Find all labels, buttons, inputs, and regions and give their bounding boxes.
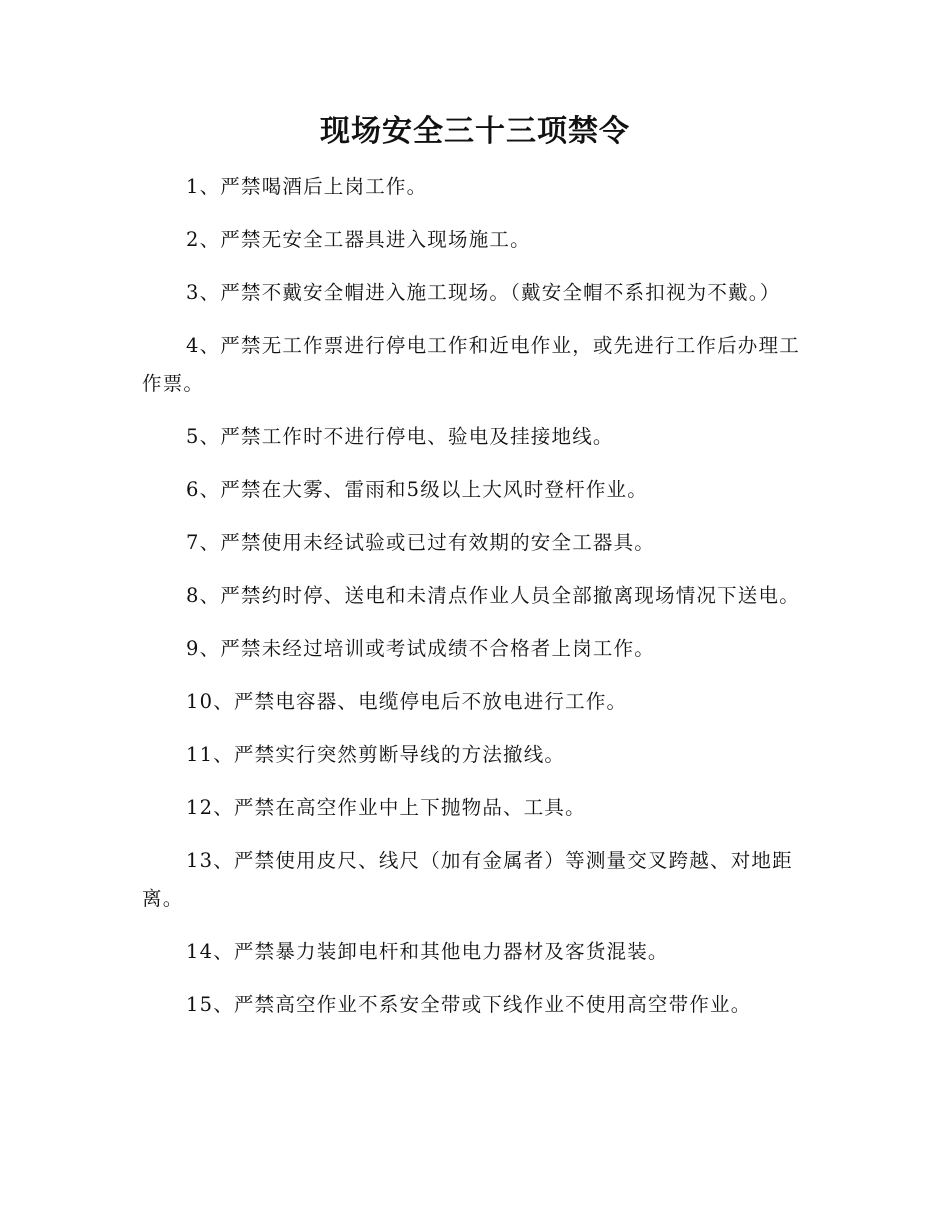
rule-item-12: 12、严禁在高空作业中上下抛物品、工具。	[186, 796, 586, 819]
rules-list	[142, 168, 806, 1039]
rule-item-11: 11、严禁实行突然剪断导线的方法撤线。	[186, 743, 566, 766]
rule-item-1: 1、严禁喝酒后上岗工作。	[186, 175, 428, 198]
rule-item-9: 9、严禁未经过培训或考试成绩不合格者上岗工作。	[186, 637, 656, 660]
rule-item-8: 8、严禁约时停、送电和未清点作业人员全部撤离现场情况下送电。	[186, 584, 800, 607]
rule-item-14: 14、严禁暴力装卸电杆和其他电力器材及客货混装。	[186, 940, 669, 963]
rule-item-6: 6、严禁在大雾、雷雨和5级以上大风时登杆作业。	[186, 478, 648, 501]
rule-item-7: 7、严禁使用未经试验或已过有效期的安全工器具。	[186, 531, 656, 554]
rule-item-15: 15、严禁高空作业不系安全带或下线作业不使用高空带作业。	[186, 993, 752, 1016]
rule-item-5: 5、严禁工作时不进行停电、验电及挂接地线。	[186, 425, 614, 448]
page-title: 现场安全三十三项禁令	[320, 114, 630, 149]
rule-item-4: 4、严禁无工作票进行停电工作和近电作业，或先进行工作后办理工作票。	[142, 334, 800, 395]
rule-item-3: 3、严禁不戴安全帽进入施工现场。（戴安全帽不系扣视为不戴。）	[186, 281, 781, 304]
rule-item-2: 2、严禁无安全工器具进入现场施工。	[186, 228, 531, 251]
rule-item-10: 10、严禁电容器、电缆停电后不放电进行工作。	[186, 690, 628, 713]
rule-item-13: 13、严禁使用皮尺、线尺（加有金属者）等测量交叉跨越、对地距离。	[142, 849, 793, 910]
